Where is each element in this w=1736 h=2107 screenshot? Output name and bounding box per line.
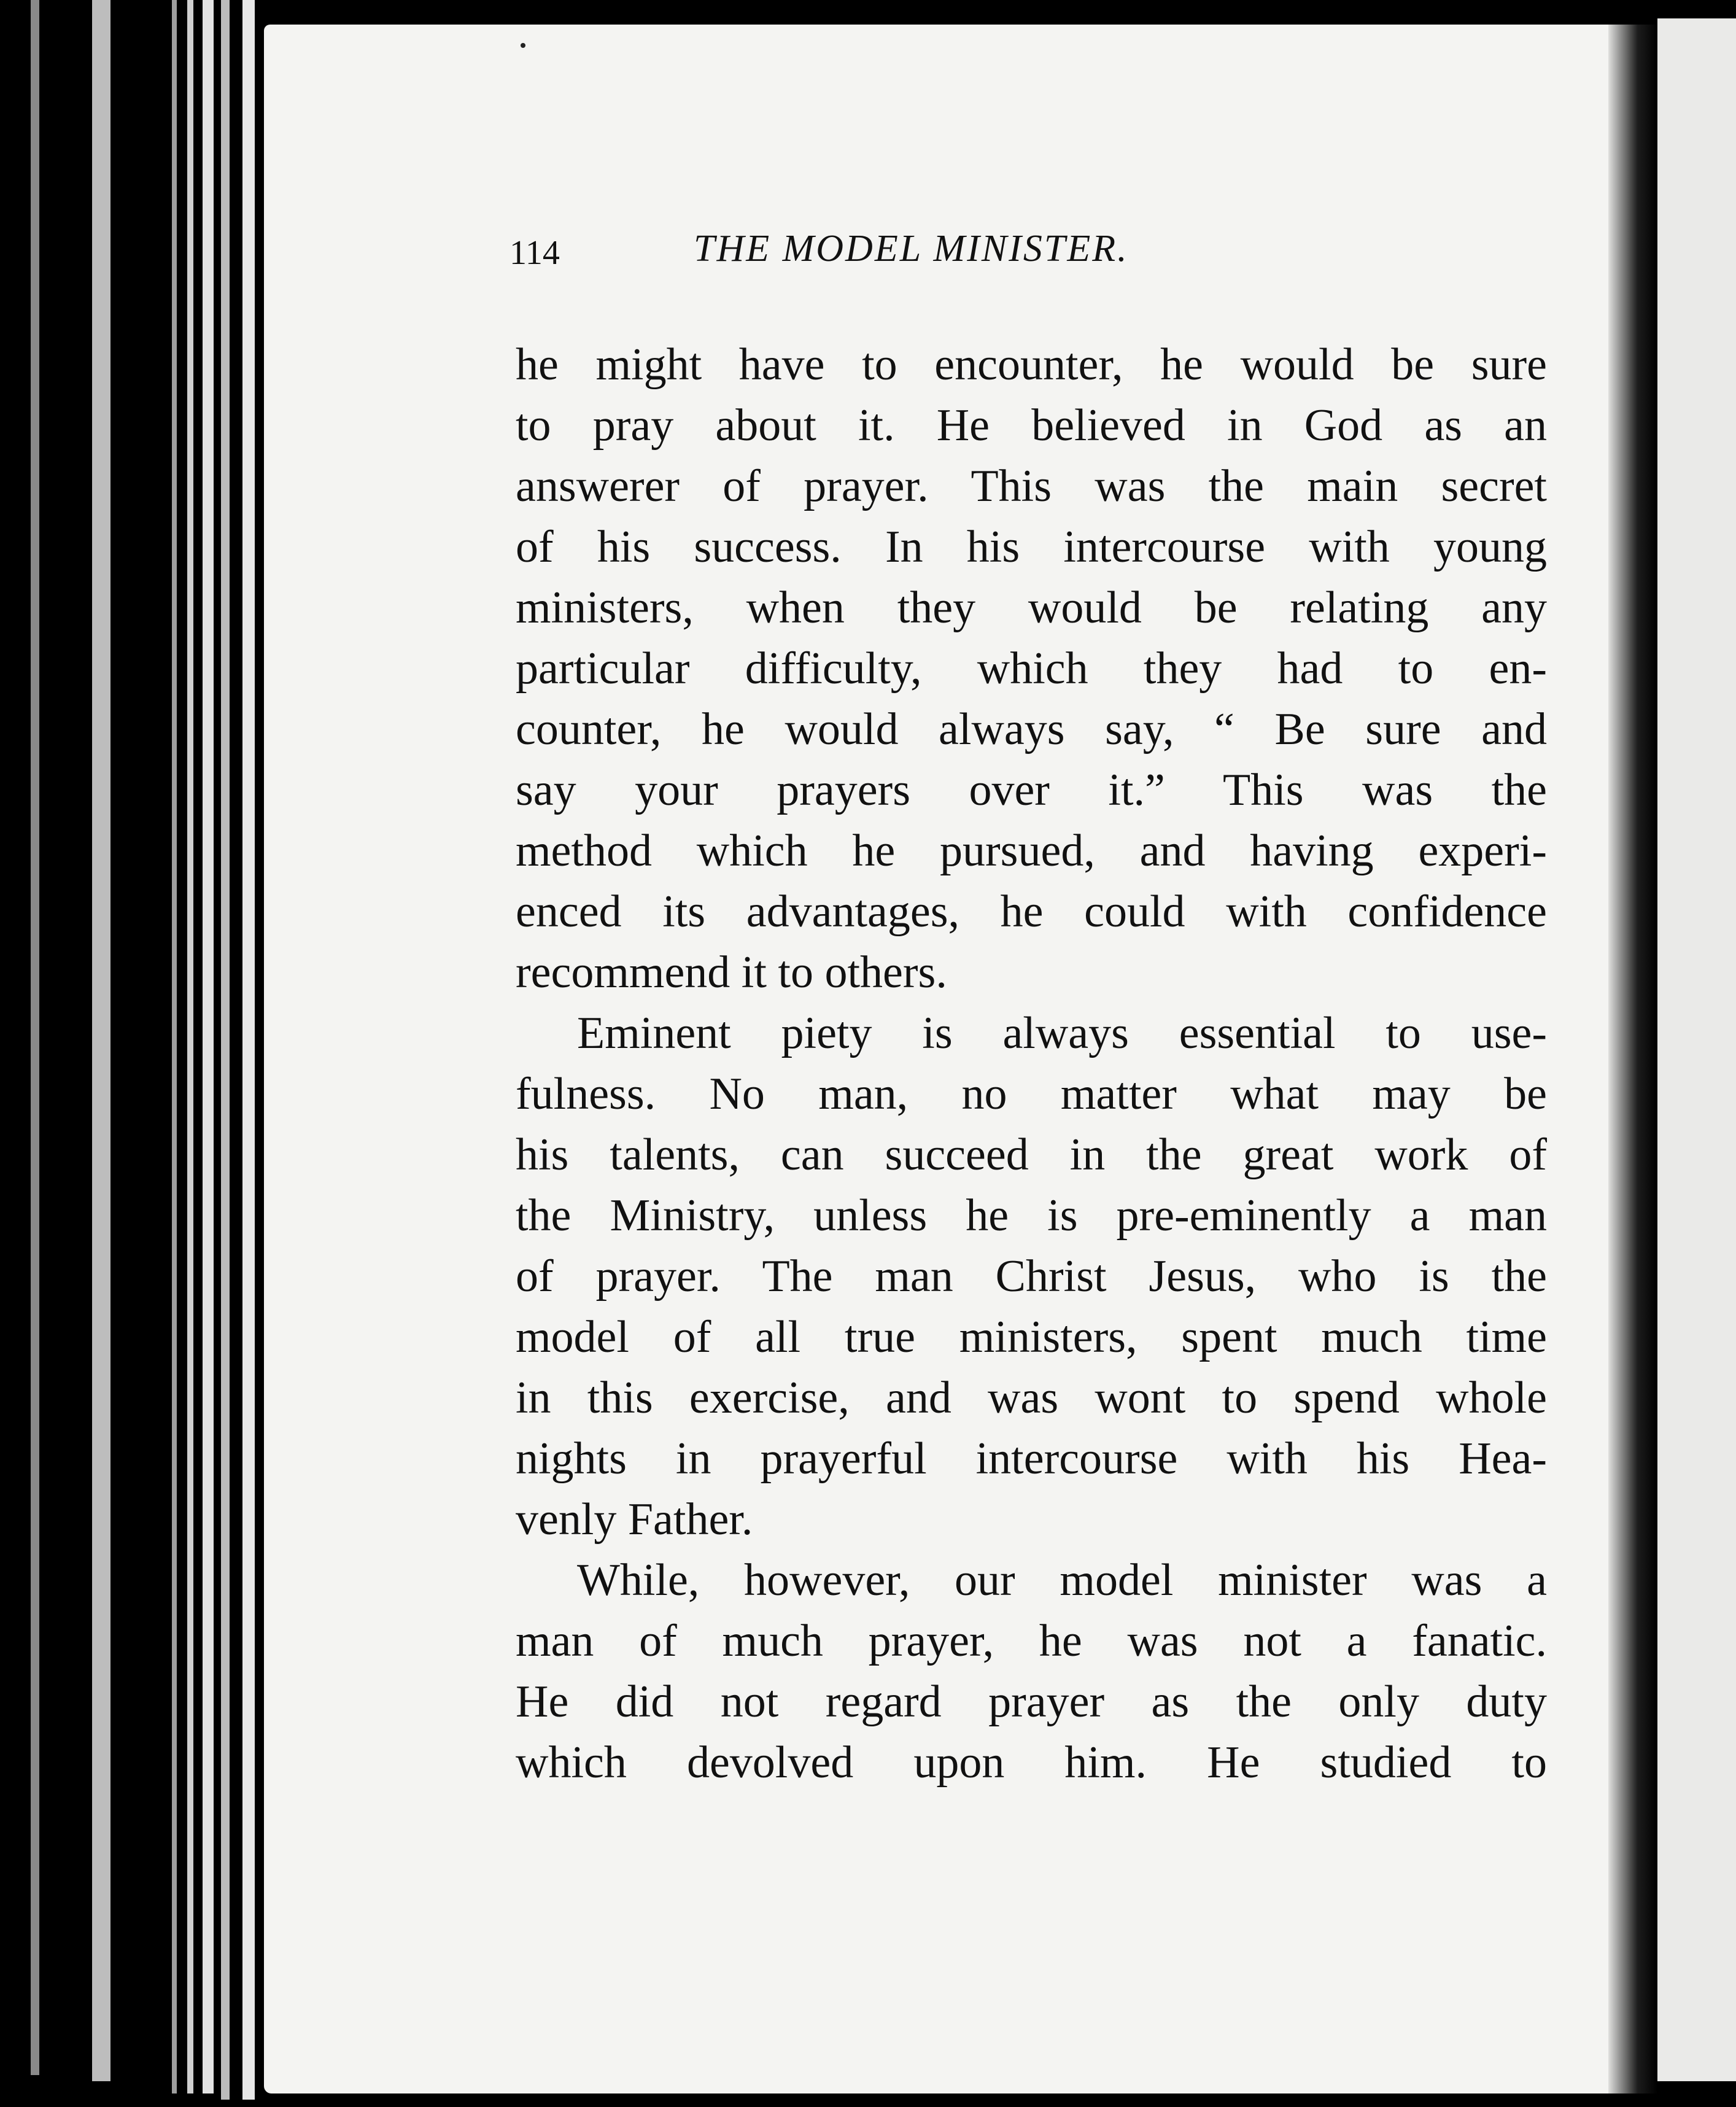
text-line: the Ministry, unless he is pre-eminently a man	[516, 1190, 1547, 1241]
text-line: While, however, our model minister was a	[577, 1555, 1547, 1605]
paragraph-3	[516, 1550, 1547, 1793]
paragraph-2	[516, 1003, 1547, 1550]
paragraph-1	[516, 335, 1547, 1003]
text-line: fulness. No man, no matter what may be	[516, 1069, 1547, 1119]
text-line: of prayer. The man Christ Jesus, who is the	[516, 1251, 1547, 1302]
text-line: He did not regard prayer as the only duty	[516, 1677, 1547, 1727]
page-edge	[187, 0, 193, 2093]
book-page	[264, 25, 1633, 2093]
text-line: venly Father.	[516, 1494, 753, 1545]
text-line: enced its advantages, he could with confidence	[516, 887, 1547, 937]
facing-page-edge	[1657, 18, 1736, 2081]
text-line: to pray about it. He believed in God as an	[516, 400, 1547, 451]
page-number: 114	[510, 234, 560, 272]
text-line: Eminent piety is always essential to use-	[577, 1008, 1547, 1058]
speck	[521, 43, 525, 48]
text-line: of his success. In his intercourse with young	[516, 522, 1547, 572]
text-line: recommend it to others.	[516, 947, 947, 998]
page-header	[510, 227, 1553, 301]
text-line: his talents, can succeed in the great work of	[516, 1130, 1547, 1180]
spine-shadow	[1608, 25, 1657, 2093]
text-line: counter, he would always say, “ Be sure and	[516, 704, 1547, 755]
text-line: particular difficulty, which they had to en-	[516, 643, 1547, 694]
text-line: model of all true ministers, spent much time	[516, 1312, 1547, 1362]
body-text	[516, 335, 1547, 1793]
text-line: man of much prayer, he was not a fanatic.	[516, 1616, 1547, 1666]
page-edge	[172, 0, 177, 2093]
text-line: say your prayers over it.” This was the	[516, 765, 1547, 815]
text-line: answerer of prayer. This was the main secret	[516, 461, 1547, 511]
page-edge	[242, 0, 255, 2100]
page-edge	[221, 0, 230, 2100]
text-line: ministers, when they would be relating any	[516, 583, 1547, 633]
text-line: which devolved upon him. He studied to	[516, 1737, 1547, 1788]
text-line: he might have to encounter, he would be sure	[516, 340, 1547, 390]
running-title: THE MODEL MINISTER.	[694, 228, 1129, 270]
page-edge	[92, 0, 110, 2081]
page-edge	[31, 0, 39, 2075]
text-line: method which he pursued, and having experi-	[516, 826, 1547, 876]
page-edge	[203, 0, 214, 2093]
text-line: in this exercise, and was wont to spend whole	[516, 1373, 1547, 1423]
text-line: nights in prayerful intercourse with his Hea-	[516, 1434, 1547, 1484]
